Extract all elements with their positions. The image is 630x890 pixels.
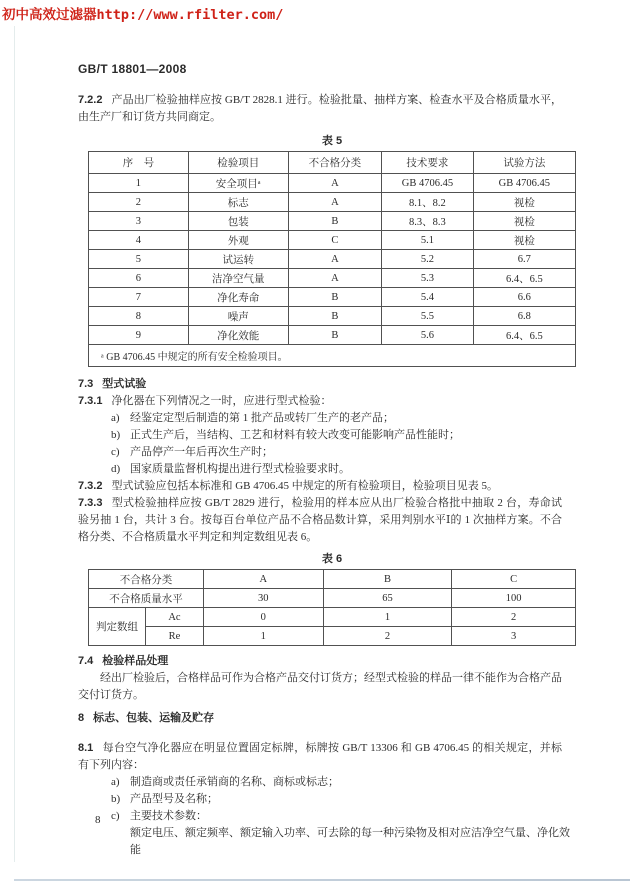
cell-item: 洁净空气量: [188, 269, 288, 288]
clause-7-2-2: [78, 92, 576, 126]
standard-number: GB/T 18801—2008: [78, 62, 187, 76]
cell-index: 3: [89, 212, 189, 231]
column-header-index: 序 号: [89, 152, 189, 174]
cell-re-a: 1: [203, 627, 323, 646]
clause-7-3-3: 7.3.3 型式检验抽样应按 GB/T 2829 进行，检验用的样本应从出厂检验合格批中抽取 2 台，寿命试验另抽 1 台，共计 3 台。按每百台单位产品不合格品数计算，采用判别水平Ⅰ的 1 次抽样方案。不合格分类、不合格质量水平判定和判定数组见表 6。: [78, 497, 562, 543]
cell-requirement: 5.5: [382, 307, 474, 326]
list-8-1: [78, 774, 576, 825]
column-header-requirement: 技术要求: [382, 152, 474, 174]
cell-class: A: [288, 174, 382, 193]
cell-class-b: B: [323, 570, 452, 589]
cell-ac-c: 2: [452, 608, 576, 627]
table-row: [89, 326, 576, 345]
table5-caption: 表 5: [321, 135, 343, 147]
cell-class: A: [288, 193, 382, 212]
column-header-test-method: 试验方法: [473, 152, 575, 174]
cell-item: 噪声: [188, 307, 288, 326]
list-item: d) 国家质量监督机构提出进行型式检验要求时。: [111, 463, 350, 475]
heading-8: 8 标志、包装、运输及贮存: [78, 712, 215, 724]
cell-rql-b: 65: [323, 589, 452, 608]
cell-method: 视检: [473, 231, 575, 250]
cell-method: 视检: [473, 212, 575, 231]
table-row: [89, 231, 576, 250]
para-8-1-c-detail: 额定电压、额定频率、额定输入功率、可去除的每一种污染物及相对应洁净空气量、净化效能: [130, 827, 570, 856]
cell-method: 6.4、6.5: [473, 269, 575, 288]
clause-7-3-1: 7.3.1 净化器在下列情况之一时，应进行型式检验：: [78, 395, 332, 407]
cell-class: C: [288, 231, 382, 250]
clause-7-3-2: 7.3.2 型式试验应包括本标准和 GB 4706.45 中规定的所有检验项目，检验项目见表 5。: [78, 480, 498, 492]
cell-item: 净化效能: [188, 326, 288, 345]
cell-requirement: 8.1、8.2: [382, 193, 474, 212]
cell-index: 7: [89, 288, 189, 307]
cell-index: 5: [89, 250, 189, 269]
cell-class-c: C: [452, 570, 576, 589]
cell-method: 6.8: [473, 307, 575, 326]
table-row: [89, 174, 576, 193]
cell-method: 视检: [473, 193, 575, 212]
table6-rql-row: [89, 589, 576, 608]
list-item: b) 正式生产后，当结构、工艺和材料有较大改变可能影响产品性能时；: [111, 429, 460, 441]
cell-requirement: 5.1: [382, 231, 474, 250]
cell-class-a: A: [203, 570, 323, 589]
cell-requirement: 5.3: [382, 269, 474, 288]
cell-class: B: [288, 212, 382, 231]
cell-class: A: [288, 250, 382, 269]
cell-method: 6.4、6.5: [473, 326, 575, 345]
table5-footnote: ᵃ GB 4706.45 中规定的所有安全检验项目。: [89, 345, 576, 367]
table-row: [89, 193, 576, 212]
clause-text: 产品出厂检验抽样应按 GB/T 2828.1 进行。检验批量、抽样方案、检查水平及合格质量水平，由生产厂和订货方共同商定。: [78, 94, 562, 123]
page-edge-bottom: [14, 879, 630, 881]
table5-footnote-row: [89, 345, 576, 367]
list-7-3-1: [78, 410, 576, 478]
cell-requirement: GB 4706.45: [382, 174, 474, 193]
list-item: a) 经鉴定定型后制造的第 1 批产品或转厂生产的老产品；: [111, 412, 394, 424]
list-item: b) 产品型号及名称；: [111, 793, 218, 805]
cell-method: 6.7: [473, 250, 575, 269]
cell-item: 外观: [188, 231, 288, 250]
table-row: [89, 250, 576, 269]
cell-index: 1: [89, 174, 189, 193]
cell-index: 6: [89, 269, 189, 288]
cell-class: A: [288, 269, 382, 288]
cell-requirement: 5.2: [382, 250, 474, 269]
para-7-4: 经出厂检验后，合格样品可作为合格产品交付订货方；经型式检验的样品一律不能作为合格产品交付订货方。: [78, 672, 562, 701]
heading-7-4: 7.4 检验样品处理: [78, 655, 169, 667]
cell-item: 包装: [188, 212, 288, 231]
cell-index: 2: [89, 193, 189, 212]
list-item: c) 主要技术参数：: [111, 810, 207, 822]
cell-ac-a: 0: [203, 608, 323, 627]
cell-requirement: 5.4: [382, 288, 474, 307]
cell-rql-a: 30: [203, 589, 323, 608]
list-item: a) 制造商或责任承销商的名称、商标或标志；: [111, 776, 339, 788]
table-row: [89, 307, 576, 326]
page-content: [78, 62, 576, 859]
row-label-re: Re: [145, 627, 203, 646]
row-label: 不合格质量水平: [89, 589, 204, 608]
cell-class: B: [288, 307, 382, 326]
clause-number: 7.2.2: [78, 94, 103, 106]
page-edge-left: [14, 26, 15, 862]
table-row: [89, 212, 576, 231]
row-label-ac: Ac: [145, 608, 203, 627]
table6-caption: 表 6: [321, 553, 343, 565]
cell-ac-b: 1: [323, 608, 452, 627]
cell-requirement: 8.3、8.3: [382, 212, 474, 231]
heading-7-3: 7.3 型式试验: [78, 378, 147, 390]
cell-index: 9: [89, 326, 189, 345]
table6-ac-row: [89, 608, 576, 627]
cell-class: B: [288, 288, 382, 307]
cell-item: 净化寿命: [188, 288, 288, 307]
column-header-defect-class: 不合格分类: [288, 152, 382, 174]
cell-rql-c: 100: [452, 589, 576, 608]
column-header-item: 检验项目: [188, 152, 288, 174]
cell-method: 6.6: [473, 288, 575, 307]
table-row: [89, 288, 576, 307]
table5: [88, 151, 576, 367]
table6-re-row: [89, 627, 576, 646]
cell-index: 4: [89, 231, 189, 250]
table5-header-row: [89, 152, 576, 174]
watermark-text: 初中高效过滤器http://www.rfilter.com/: [2, 7, 284, 23]
table-row: [89, 269, 576, 288]
cell-re-c: 3: [452, 627, 576, 646]
judge-array-label: 判定数组: [89, 608, 146, 646]
list-item: c) 产品停产一年后再次生产时；: [111, 446, 273, 458]
page-number: 8: [95, 814, 101, 826]
cell-requirement: 5.6: [382, 326, 474, 345]
row-label: 不合格分类: [89, 570, 204, 589]
cell-method: GB 4706.45: [473, 174, 575, 193]
cell-re-b: 2: [323, 627, 452, 646]
table6: [88, 569, 576, 646]
cell-class: B: [288, 326, 382, 345]
cell-item: 安全项目ᵃ: [188, 174, 288, 193]
table6-class-row: [89, 570, 576, 589]
cell-index: 8: [89, 307, 189, 326]
cell-item: 标志: [188, 193, 288, 212]
cell-item: 试运转: [188, 250, 288, 269]
clause-8-1: 8.1 每台空气净化器应在明显位置固定标牌，标牌按 GB/T 13306 和 GB 4706.45 的相关规定，并标有下列内容：: [78, 742, 562, 771]
